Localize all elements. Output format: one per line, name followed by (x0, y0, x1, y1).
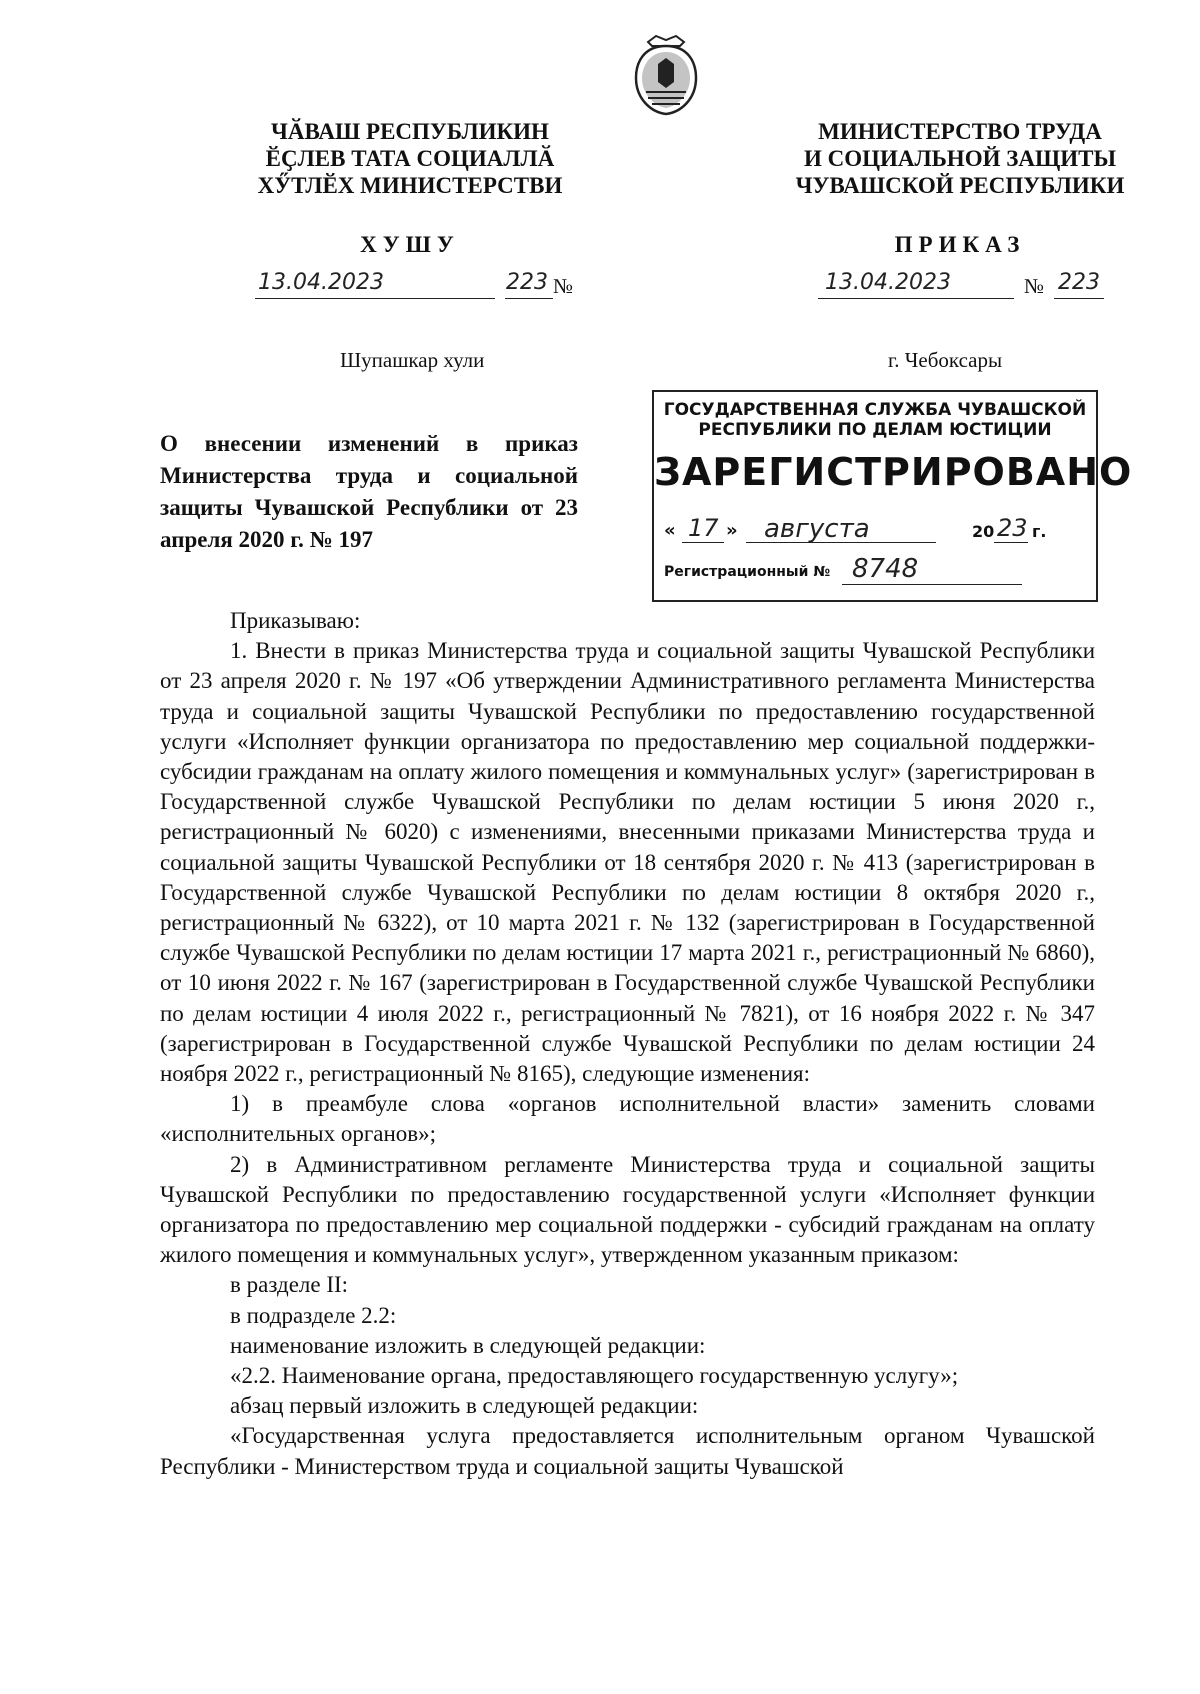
stamp-quote-close: » (726, 520, 738, 541)
number-right: 223 (1058, 270, 1100, 295)
header-left-title (200, 118, 620, 199)
stamp-day: 17 (688, 514, 719, 542)
body-paragraph-7: «2.2. Наименование органа, предоставляющего государственную услугу»; (230, 1363, 959, 1389)
stamp-reg-number: 8748 (852, 554, 919, 584)
coat-of-arms-emblem (628, 28, 704, 116)
stamp-header-line2: РЕСПУБЛИКИ ПО ДЕЛАМ ЮСТИЦИИ (698, 420, 1052, 440)
stamp-year-line (994, 542, 1028, 543)
document-subject: О внесении изменений в приказ Министерства труда и социальной защиты Чувашской Республики от 23 апреля 2020 г. № 197 (160, 431, 578, 552)
body-paragraph-3: 2) в Административном регламенте Министерства труда и социальной защиты Чувашской Республики по предоставлению государственной услуги «Исполняет функции организатора по предоставлению мер социальной поддержки - субсидий гражданам на оплату жилого помещения и коммунальных услуг», утвержденном указанным приказом: (160, 1151, 1095, 1268)
body-paragraph-8: абзац первый изложить в следующей редакции: (230, 1393, 699, 1419)
body-paragraph-9: «Государственная услуга предоставляется исполнительным органом Чувашской Республики - Министерством труда и социальной защиты Чувашской (160, 1423, 1095, 1479)
header-left-line1: ЧӐВАШ РЕСПУБЛИКИН (271, 119, 549, 144)
stamp-day-line (682, 542, 724, 543)
doc-type-russian: ПРИКАЗ (894, 232, 1026, 257)
stamp-header (654, 400, 1096, 440)
header-left-line3: ХӲТЛӖХ МИНИСТЕРСТВИ (257, 173, 563, 198)
stamp-month: августа (764, 514, 870, 544)
header-left-line2: ӖҪЛЕВ ТАТА СОЦИАЛЛӐ (265, 146, 555, 171)
date-line-right (818, 296, 1014, 299)
number-sign-left: № (553, 274, 574, 298)
city-chuvash: Шупашкар хули (340, 348, 485, 372)
stamp-year-unit: г. (1032, 522, 1047, 541)
stamp-year-suffix: 23 (997, 514, 1028, 542)
city-russian: г. Чебоксары (888, 348, 1003, 372)
header-right-line1: МИНИСТЕРСТВО ТРУДА (818, 119, 1102, 144)
date-left: 13.04.2023 (258, 270, 384, 295)
number-sign-right: № (1024, 274, 1045, 298)
stamp-quote-open: « (664, 520, 676, 541)
header-right-title (750, 118, 1170, 199)
body-intro: Приказываю: (230, 608, 361, 633)
doc-type-chuvash: ХУШУ (360, 232, 460, 257)
stamp-reg-label: Регистрационный № (664, 564, 831, 580)
body-paragraph-5: в подразделе 2.2: (230, 1302, 397, 1328)
registration-stamp (652, 390, 1133, 602)
number-line-right (1054, 296, 1104, 299)
date-line-left (255, 296, 495, 299)
stamp-year-prefix: 20 (972, 522, 995, 541)
body-paragraph-2: 1) в преамбуле слова «органов исполнительной власти» заменить словами «исполнительных органов»; (160, 1091, 1095, 1147)
body-paragraph-6: наименование изложить в следующей редакции: (230, 1332, 706, 1358)
stamp-reg-line (842, 584, 1022, 585)
header-right-line3: ЧУВАШСКОЙ РЕСПУБЛИКИ (795, 173, 1125, 198)
body-paragraph-4: в разделе II: (230, 1272, 349, 1298)
body-paragraph-1: 1. Внести в приказ Министерства труда и социальной защиты Чувашской Республики от 23 апреля 2020 г. № 197 «Об утверждении Административного регламента Министерства труда и социальной защиты Чувашской Республики по предоставлению государственной услуги «Исполняет функции организатора по предоставлению мер социальной поддержки-субсидии гражданам на оплату жилого помещения и коммунальных услуг» (зарегистрирован в Государственной службе Чувашской Республики по делам юстиции 5 июня 2020 г., регистрационный № 6020) с изменениями, внесенными приказами Министерства труда и социальной защиты Чувашской Республики от 18 сентября 2020 г. № 413 (зарегистрирован в Государственной службе Чувашской Республики по делам юстиции 8 октября 2020 г., регистрационный № 6322), от 10 марта 2021 г. № 132 (зарегистрирован в Государственной службе Чувашской Республики по делам юстиции 17 марта 2021 г., регистрационный № 6860), от 10 июня 2022 г. № 167 (зарегистрирован в Государственной службе Чувашской Республики по делам юстиции 4 июля 2022 г., регистрационный № 7821), от 16 ноября 2022 г. № 347 (зарегистрирован в Государственной службе Чувашской Республики по делам юстиции 24 ноября 2022 г., регистрационный № 8165), следующие изменения: (160, 638, 1095, 1087)
header-right-line2: И СОЦИАЛЬНОЙ ЗАЩИТЫ (803, 146, 1117, 171)
date-right: 13.04.2023 (825, 270, 951, 295)
stamp-header-line1: ГОСУДАРСТВЕННАЯ СЛУЖБА ЧУВАШСКОЙ (663, 400, 1087, 420)
stamp-registered: ЗАРЕГИСТРИРОВАНО (654, 450, 1133, 494)
number-line-left (505, 296, 553, 299)
number-left: 223 (506, 270, 548, 295)
document-body (160, 606, 1095, 1482)
